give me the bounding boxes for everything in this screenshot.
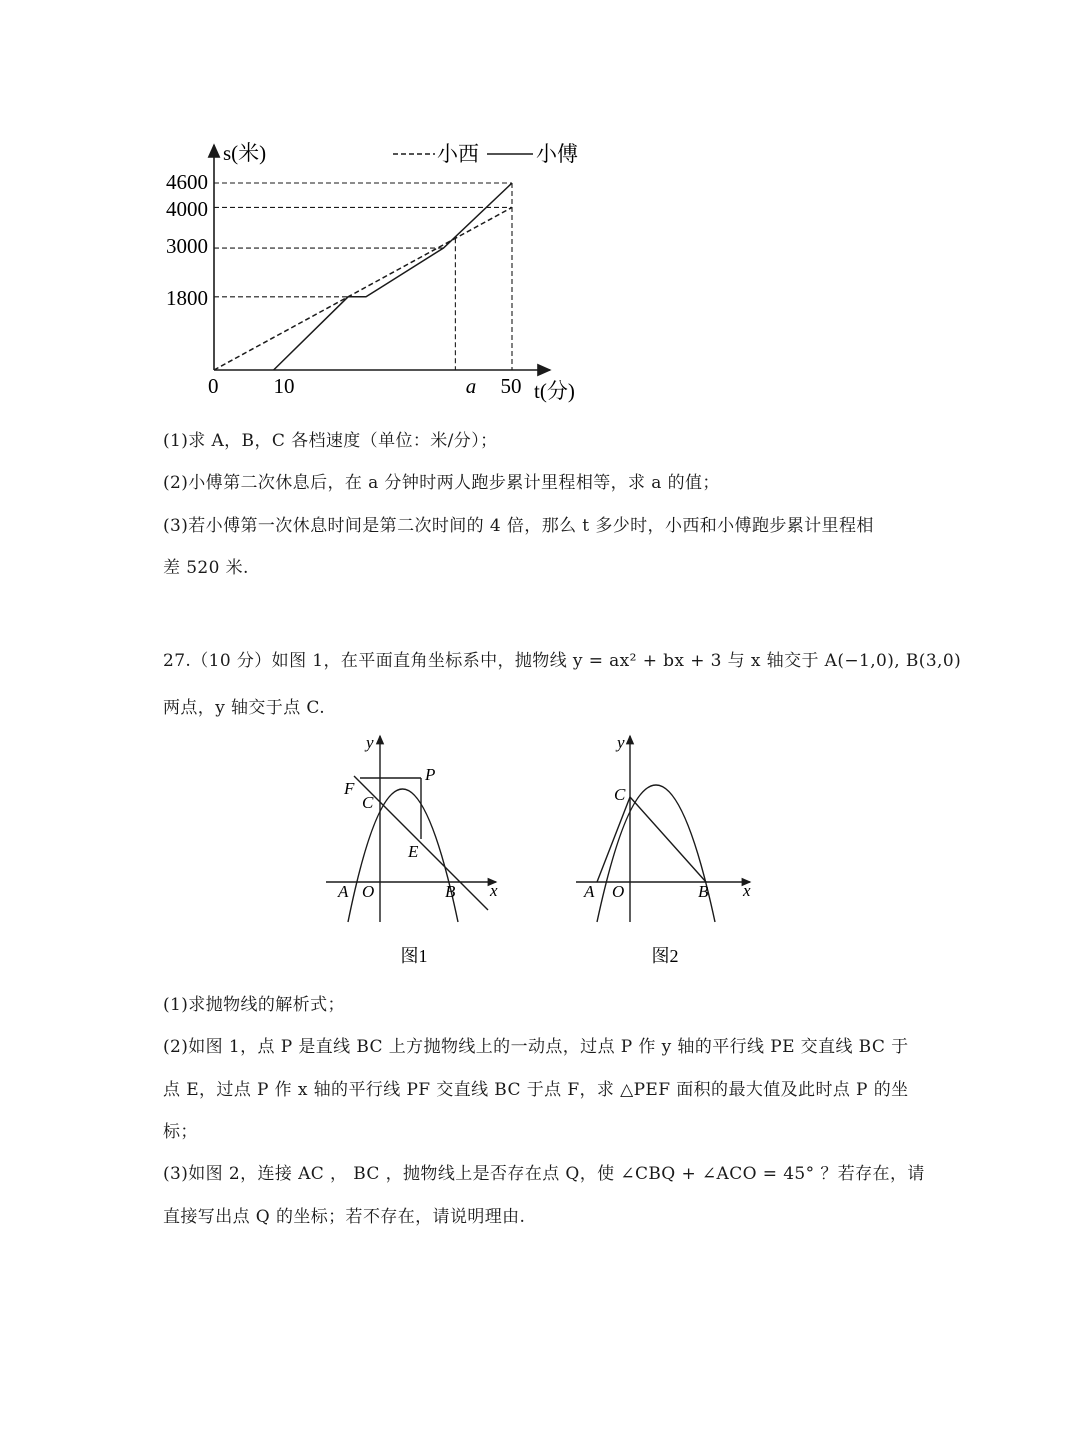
fig1-label-P: P xyxy=(425,765,436,784)
fig1-label-F: F xyxy=(344,779,355,798)
figure-2 xyxy=(570,730,770,970)
origin-label: 0 xyxy=(208,374,219,398)
x-tick-label: 50 xyxy=(500,374,522,398)
fig2-label-B: B xyxy=(698,882,709,901)
fig2-caption: 图2 xyxy=(651,946,679,966)
x-tick-label: 10 xyxy=(273,374,295,398)
fig2-label-C: C xyxy=(614,785,626,804)
legend-label-xiaofu: 小傅 xyxy=(536,142,578,166)
series-line-xiaofu xyxy=(274,183,512,370)
fig1-label-A: A xyxy=(338,882,349,901)
fig2-label-O: O xyxy=(612,882,625,901)
fig2-label-x: x xyxy=(743,881,751,900)
q27-part2-line3: 标； xyxy=(163,1122,198,1142)
fig1-label-C: C xyxy=(362,793,374,812)
q27-intro-line1: 27.（10 分）如图 1，在平面直角坐标系中，抛物线 y = ax² + bx + 3 与 x 轴交于 A(−1,0), B(3,0) xyxy=(163,651,962,671)
fig2-segment-BC xyxy=(630,797,706,882)
series-line-xiaoxi xyxy=(214,207,512,370)
fig1-caption: 图1 xyxy=(400,946,428,966)
q26-part3-line2: 差 520 米. xyxy=(163,558,249,578)
figure-1 xyxy=(318,730,518,970)
q26-part2: (2)小傅第二次休息后，在 a 分钟时两人跑步累计里程相等，求 a 的值； xyxy=(163,473,720,493)
q27-part2-line1: (2)如图 1，点 P 是直线 BC 上方抛物线上的一动点，过点 P 作 y 轴的平行线 PE 交直线 BC 于 xyxy=(163,1037,909,1057)
x-axis-label: t(分) xyxy=(534,379,575,403)
fig1-label-E: E xyxy=(408,842,419,861)
fig1-label-O: O xyxy=(362,882,375,901)
q27-part1: (1)求抛物线的解析式； xyxy=(163,995,345,1015)
y-tick-label: 3000 xyxy=(166,234,208,258)
q27-part3-line1: (3)如图 2，连接 AC ， BC ，抛物线上是否存在点 Q，使 ∠CBQ + ∠ACO = 45° ？若存在，请 xyxy=(163,1164,925,1184)
fig2-segment-AC xyxy=(597,797,630,882)
x-tick-label: a xyxy=(465,374,477,398)
fig1-label-x: x xyxy=(490,881,498,900)
distance-time-chart xyxy=(150,130,620,410)
q27-part2-line2: 点 E，过点 P 作 x 轴的平行线 PF 交直线 BC 于点 F，求 △PEF 面积的最大值及此时点 P 的坐 xyxy=(163,1080,909,1100)
y-tick-label: 1800 xyxy=(166,286,208,310)
q27-intro-line2: 两点，y 轴交于点 C. xyxy=(163,698,326,718)
y-tick-label: 4000 xyxy=(166,197,208,221)
fig1-label-y: y xyxy=(366,733,374,752)
q26-part3-line1: (3)若小傅第一次休息时间是第二次时间的 4 倍，那么 t 多少时，小西和小傅跑步累计里程相 xyxy=(163,516,874,536)
q27-part3-line2: 直接写出点 Q 的坐标；若不存在，请说明理由. xyxy=(163,1207,526,1227)
y-axis-label: s(米) xyxy=(223,141,267,165)
fig2-label-y: y xyxy=(617,733,625,752)
q26-part1: (1)求 A，B，C 各档速度（单位：米/分）； xyxy=(163,431,498,451)
y-tick-label: 4600 xyxy=(166,170,208,194)
legend-label-xiaoxi: 小西 xyxy=(437,142,479,166)
fig2-parabola xyxy=(597,785,715,922)
fig1-label-B: B xyxy=(445,882,456,901)
fig2-label-A: A xyxy=(584,882,595,901)
